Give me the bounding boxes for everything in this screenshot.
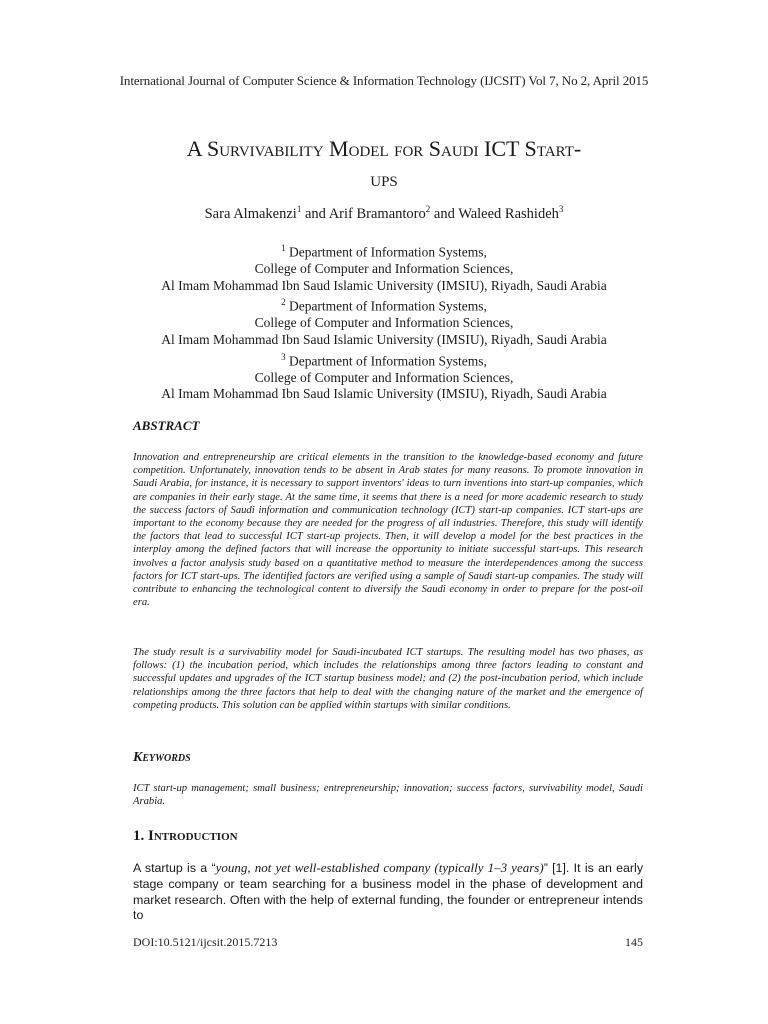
affiliation-2-dept: Department of Information Systems, [285, 298, 487, 314]
affiliation-2-college: College of Computer and Information Sciences, [254, 315, 514, 331]
affiliation-3-university: Al Imam Mohammad Ibn Saud Islamic University (IMSIU), Riyadh, Saudi Arabia [161, 386, 607, 402]
introduction-heading: 1. Introduction [133, 828, 238, 844]
affiliation-2 [0, 294, 768, 348]
abstract-text-1: Innovation and entrepreneurship are critical elements in the transition to the knowledge-based economy and future competition. Unfortunately, innovation tends to be absent in Arab states for many reasons. To promote innovation in Saudi Arabia, for instance, it is necessary to support inventors' ideas to turn inventions into start-up companies, which are companies in their early stage. At the same time, it seems that there is a need for more academic research to study the success factors of Saudi information and communication technology (ICT) start-up companies. ICT start-ups are important to the economy because they are needed for the progress of all industries. Therefore, this study will identify the factors that lead to successful ICT start-up projects. Then, it will develop a model for the best practices in the interplay among the defined factors that will increase the opportunity to initiate successful start-ups. This research involves a factor analysis study based on a quantitative method to measure the interdependences among the success factors for ICT start-ups. The identified factors are verified using a sample of Saudi start-up companies. The study will contribute to enhancing the technological content to diversify the Saudi economy in order to prepare for the post-oil era. [133, 452, 643, 609]
page-number: 145 [625, 935, 643, 949]
introduction-paragraph [133, 860, 643, 924]
affiliation-3-dept: Department of Information Systems, [285, 353, 487, 369]
intro-text-before: A startup is a “ [133, 861, 216, 875]
author-1: Sara Almakenzi [204, 205, 297, 222]
affiliation-1 [0, 240, 768, 294]
doi-footer: DOI:10.5121/ijcsit.2015.7213 [133, 935, 278, 949]
author-3-sup: 3 [558, 204, 564, 214]
keywords-heading: Keywords [133, 750, 191, 765]
author-list [0, 204, 768, 223]
affiliation-1-sup: 1 [281, 243, 286, 253]
abstract-paragraph-2 [133, 646, 643, 712]
affiliation-3-sup: 3 [281, 351, 286, 362]
affiliation-1-university: Al Imam Mohammad Ibn Saud Islamic University (IMSIU), Riyadh, Saudi Arabia [161, 277, 607, 293]
affiliation-1-dept: Department of Information Systems, [285, 244, 487, 260]
journal-header: International Journal of Computer Science & Information Technology (IJCSIT) Vol 7, No 2, April 2015 [119, 73, 649, 88]
author-2: and Arif Bramantoro [301, 205, 426, 222]
intro-quote: young, not yet well-established company (typically 1–3 years) [215, 860, 544, 875]
affiliation-2-sup: 2 [281, 297, 286, 308]
affiliation-3-college: College of Computer and Information Sciences, [254, 369, 514, 385]
affiliations [0, 240, 768, 403]
affiliation-3 [0, 349, 768, 403]
paper-title [0, 134, 768, 194]
affiliation-2-university: Al Imam Mohammad Ibn Saud Islamic University (IMSIU), Riyadh, Saudi Arabia [161, 331, 607, 347]
title-line-1: A Survivability Model for Saudi ICT Start- [186, 136, 582, 161]
abstract-text-2: The study result is a survivability model for Saudi-incubated ICT startups. The resulting model has two phases, as follows: (1) the incubation period, which includes the relationships among three factors leading to constant and successful updates and upgrades of the ICT startup business model; and (2) the post-incubation period, which include relationships among the three factors that help to deal with the changing nature of the market and the emergence of competing products. This solution can be applied within startups with similar conditions. [133, 647, 643, 711]
intro-text-after: ” [1]. It is an early stage company or team searching for a business model in the phase of development and market research. Often with the help of external funding, the founder or entrepreneur intends to [133, 861, 644, 923]
abstract-paragraph-1 [133, 451, 643, 609]
abstract-heading: ABSTRACT [133, 418, 200, 433]
author-2-sup: 2 [425, 204, 431, 214]
title-line-2: ups [370, 166, 398, 191]
keywords-text: ICT start-up management; small business; entrepreneurship; innovation; success factors, survivability model, Saudi Arabia. [133, 783, 643, 808]
affiliation-1-college: College of Computer and Information Sciences, [254, 261, 514, 277]
author-3: and Waleed Rashideh [430, 205, 559, 222]
author-1-sup: 1 [296, 204, 302, 214]
